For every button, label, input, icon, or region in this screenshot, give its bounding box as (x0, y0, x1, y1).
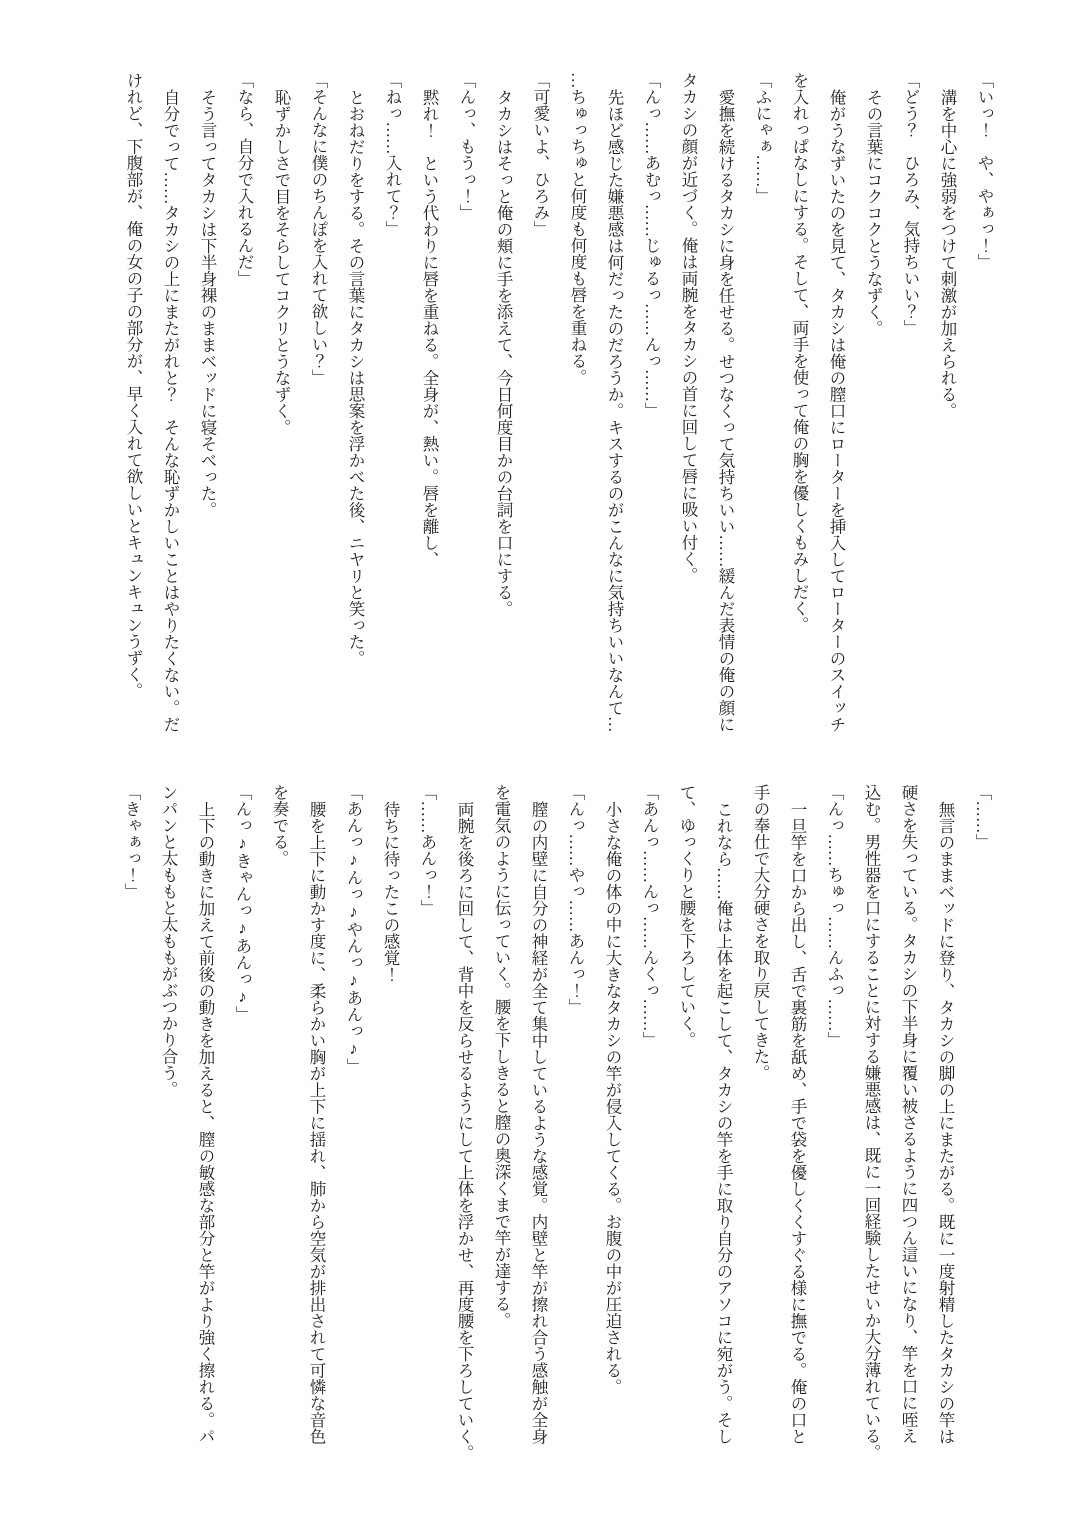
text-line: 「あんっ……んっ……んくっ……」 (640, 784, 659, 1048)
text-line: 「そんなに僕のちんぽを入れて欲しい？」 (309, 72, 328, 386)
upper-text-block (115, 72, 1003, 754)
text-line: を奏でる。 (270, 784, 289, 867)
text-line: 待ちに待ったこの感覚！ (381, 800, 400, 982)
text-line: 「なら、自分で入れるんだ」 (235, 72, 254, 287)
text-line: 自分でって……タカシの上にまたがれと？ そんな恥ずかしいことはやりたくない。だ (161, 88, 180, 732)
text-line: 愛撫を続けるタカシに身を任せる。せつなくって気持ちいい……緩んだ表情の俺の顔に (716, 88, 735, 732)
text-line: 「どう？ ひろみ、気持ちいい？」 (901, 72, 920, 336)
text-line: 「いっ！ や、やぁっ！」 (975, 72, 994, 270)
text-line: 「きゃぁっ！」 (122, 784, 141, 900)
text-line: 両腕を後ろに回して、背中を反らせるようにして上体を浮かせ、再度腰を下ろしていく。 (455, 800, 474, 1461)
text-line: 「んっ……ちゅっ……んふっ……」 (825, 784, 844, 1048)
text-line: 小さな俺の体の中に大きなタカシの竿が侵入してくる。お腹の中が圧迫される。 (603, 800, 622, 1395)
text-line: 「んっ、もうっ！」 (457, 72, 476, 221)
text-line: 「……」 (973, 784, 992, 850)
text-line: 「んっ……やっ……あんっ！」 (566, 784, 585, 1015)
text-line: 溝を中心に強弱をつけて刺激が加えられる。 (938, 88, 957, 419)
text-line: これなら……俺は上体を起こして、タカシの竿を手に取り自分のアソコに宛がう。そし (714, 800, 733, 1444)
text-line: ンパンと太ももと太ももがぶつかり合う。 (159, 784, 178, 1098)
text-line: 上下の動きに加えて前後の動きを加えると、膣の敏感な部分と竿がより強く擦れる。パ (196, 800, 215, 1444)
text-line: 硬さを失っている。タカシの下半身に覆い被さるように四つん這いになり、竿を口に咥え (899, 784, 918, 1444)
text-line: 「可愛いよ、ひろみ」 (531, 72, 550, 237)
text-line: を電気のように伝っていく。腰を下しきると膣の奥深くまで竿が達する。 (492, 784, 511, 1329)
text-line: 黙れ！ という代わりに唇を重ねる。全身が、熱い。唇を離し、 (420, 88, 439, 567)
text-line: 手の奉仕で大分硬さを取り戻してきた。 (751, 784, 770, 1081)
text-line: 先ほど感じた嫌悪感は何だったのだろうか。キスするのがこんなに気持ちいいなんて… (605, 88, 624, 732)
text-line: 「……あんっ！」 (418, 784, 437, 916)
text-line: 恥ずかしさで目をそらしてコクリとうなずく。 (272, 88, 291, 435)
text-line: 「ねっ……入れて？」 (383, 72, 402, 237)
text-line: その言葉にコクコクとうなずく。 (864, 88, 883, 336)
text-line: 「んっ♪きゃんっ♪あんっ♪」 (233, 784, 252, 1023)
text-line: タカシはそっと俺の頬に手を添えて、今日何度目かの台詞を口にする。 (494, 88, 513, 617)
text-line: を入れっぱなしにする。そして、両手を使って俺の胸を優しくもみしだく。 (790, 72, 809, 633)
text-line: 「ふにゃぁ……」 (753, 72, 772, 204)
text-line: 無言のままベッドに登り、タカシの脚の上にまたがる。既に一度射精したタカシの竿は (936, 800, 955, 1444)
text-line: 俺がうなずいたのを見て、タカシは俺の膣口にローターを挿入してローターのスイッチ (827, 88, 846, 732)
text-line: そう言ってタカシは下半身裸のままベッドに寝そべった。 (198, 88, 217, 518)
text-line: 「あんっ♪んっ♪やんっ♪あんっ♪」 (344, 784, 363, 1075)
lower-text-block (113, 784, 1001, 1466)
text-line: タカシの顔が近づく。俺は両腕をタカシの首に回して唇に吸い付く。 (679, 72, 698, 584)
text-line: とおねだりをする。その言葉にタカシは思案を浮かべた後、ニヤリと笑った。 (346, 88, 365, 666)
text-line: 一旦竿を口から出し、舌で裏筋を舐め、手で袋を優しくくすぐる様に撫でる。俺の口と (788, 800, 807, 1444)
text-line: 膣の内壁に自分の神経が全て集中しているような感覚。内壁と竿が擦れ合う感触が全身 (529, 800, 548, 1444)
text-line: て、ゆっくりと腰を下ろしていく。 (677, 784, 696, 1048)
text-line: 「んっ……あむっ……じゅるっ……んっ……」 (642, 72, 661, 419)
text-line: 腰を上下に動かす度に、柔らかい胸が上下に揺れ、肺から空気が排出されて可憐な音色 (307, 800, 326, 1444)
text-line: …ちゅっちゅと何度も何度も唇を重ねる。 (568, 72, 587, 386)
text-line: 込む。男性器を口にすることに対する嫌悪感は、既に一回経験したせいか大分薄れている。 (862, 784, 881, 1461)
text-line: けれど、下腹部が、俺の女の子の部分が、早く入れて欲しいとキュンキュンうずく。 (124, 72, 143, 699)
